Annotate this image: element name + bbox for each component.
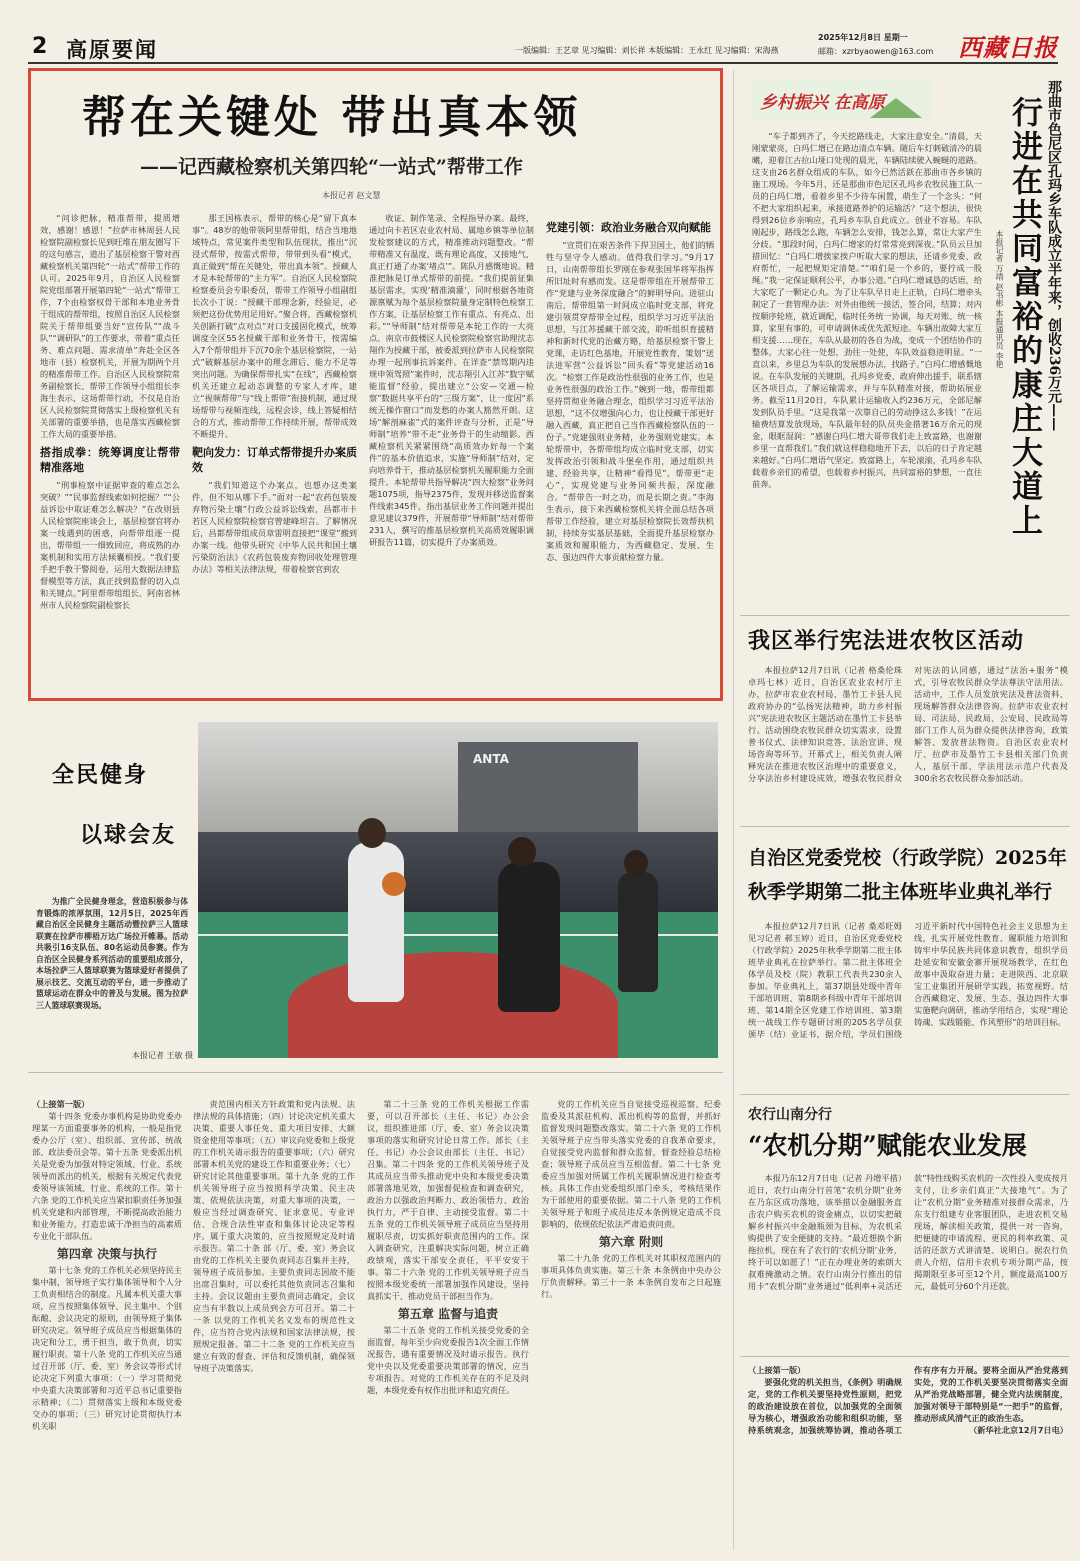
nongji-body-para: 本报乃东12月7日电（记者 丹增平措）近日，农行山南分行首笔“农机分期”业务在乃东区成功落地，该举措以金融服务直击农户购买农机的资金痛点，以切实把破解乡村振兴中金融瓶颈为目标，为农机采购提供了安全便捷的支持。“最近想换个新拖拉机，现在有了农行的‘农机分期’业务，终于可以如愿了！”正在办理业务的索朗大叔难掩激动之情。农行山南分行推出的信用卡“农机分期”业务通过“低利率+灵活还款”特性线购买农机的一次性投入变成按月支付，让乡亲们真正“大接地气”。为了让“农机分期”业务精准对接群众需求，乃东支行组建专业客服团队，走进农机交易现场，解读相关政策，提供一对一咨询，把便捷的申请流程、更民的利率政策、灵活的还款方式讲清楚、说明白。据农行负责人介绍，信用卡农机专项分期产品，按揭期限至多可至12个月，额度最高100万元，最低可分60个月还款。 — [748, 1173, 1068, 1291]
main-article-col2 — [192, 212, 357, 692]
main-col2-para: 那王国栋表示，帮带的核心是“留下真本事”。48岁的他带领阿里帮带组，结合当地地域特点，常见案件类型和队伍现状，推出“沉浸式帮带，按需式帮带，带带到头看“模式，真正做到“帮在关键处，带出真本领”。授藏人才是本轮帮带的“主力军”。自治区人民检察院检察委员会专职委员，帮带工作领导小组副组长次小丁说：“授藏干部理念新，经验足，必须把这份优势用足用好。”聚合将，西藏检察机关创新打破“点对点”对口支援固化模式，统筹调度全区55名授藏干部和业务骨干，按需编入7个帮带组并下沉70余个基层检察院，一站式”破解基层办案中的理念滞后、能力不足等突出问题。为确保帮带扎实“在线”，西藏检察机关还建立起动态调整的专家人才库，建立“视频帮带”与“线上帮带”衔接机制，通过现场帮带与视频连线，远程会诊，线上答疑相结合的方式，推动帮带工作持续开展，帮带成效不断提升。 — [192, 213, 357, 439]
rule-right-2 — [740, 826, 1070, 827]
player-black-head — [508, 837, 536, 867]
xianfa-body — [748, 664, 1068, 810]
main-article-title: 帮在关键处 带出真本领 — [82, 92, 582, 143]
photo-heading-b: 以球会友 — [80, 822, 177, 848]
photo-caption — [36, 896, 188, 1044]
photo-sign-left: ANTA — [473, 752, 509, 766]
reg-chapter5: 第五章 监督与追责 — [397, 1307, 499, 1321]
main-article-subtitle: ——记西藏检察机关第四轮“一站式”帮带工作 — [140, 156, 523, 178]
reg-intro-tag: （上接第一版） — [32, 1099, 90, 1109]
main-article-col4 — [546, 212, 714, 692]
main-col2-subhead: 靶向发力：订单式帮带提升办案质效 — [192, 446, 357, 474]
reg-col2 — [193, 1098, 355, 1553]
player-black-jersey-2 — [618, 872, 658, 992]
photo-credit: 本报记者 王敏 摄 — [131, 1051, 193, 1060]
section-title: 高原要闻 — [66, 37, 158, 62]
nongji-body — [748, 1172, 1068, 1347]
dangxiao-title-line2: 秋季学期第二批主体班毕业典礼举行 — [748, 881, 1053, 903]
reg-col1-para-b: 第十七条 党的工作机关必须坚持民主集中制，领导班子实行集体领导和个人分工负责相结合的制度。凡属本机关重大事项，应当按照集体领导、民主集中、个别酝酿、会议决定的原则，由领导班子集体研究决定。领导班子成员应当根据集体的决定和分工，勇于担当，敢于负责，切实履行职责。第十八条 党的工作机关应当通过召开部（厅、委、室）务会议等形式讨论决定下列重大事项：（一）学习贯彻党中央重大决策部署和习近平总书记重要指示精神；（二）贯彻落实上级和本级党委交办的事项；（三）研究讨论贯彻执行本机关职 — [32, 1265, 182, 1431]
dangxiao-title-line1: 自治区党委党校（行政学院）2025年 — [748, 847, 1067, 869]
photo-court-red — [288, 952, 618, 1058]
photo-caption-para: 为推广全民健身理念，营造积极参与体育锻炼的浓厚氛围，12月5日，2025年西藏自治区全民健身主题活动暨拉萨三人篮球联赛在拉萨市柳梧万达广场拉开帷幕。活动共吸引16支队伍、80名运动员参赛。作为自治区全民健身系列活动的重要组成部分，本场拉萨三人篮球联赛为篮球爱好者提供了展示技艺、交流互动的平台，进一步推动了篮球运动在群众中的普及与发展。图为拉萨三人篮球联赛现场。 — [36, 897, 188, 1010]
reg-col3 — [367, 1098, 529, 1553]
nongji-kicker: 农行山南分行 — [748, 1107, 832, 1123]
jiedu-tag: （上接第一版） — [748, 1365, 806, 1375]
reg-col4-para-b: 第二十九条 党的工作机关对其职权范围内的事项具体负责实施。第三十条 本条例由中央办公厅负责解释。第三十一条 本条例自发布之日起施行。 — [541, 1253, 721, 1299]
jiedu-para: 要强化党的机关担当，《条例》明确规定，党的工作机关要坚持党性原则，把党的政治建设放在首位，以加强党的全面领导为核心，增强政治功能和组织功能，坚持系统观念，加强统筹协调，推动各项工作有序有力开展。要将全面从严治党落到实处，党的工作机关要坚决贯彻落实全面从严治党战略部署，健全党内法规制度，加强对领导干部特别是“一把手”的监督，推动形成风清气正的政治生态。 — [748, 1365, 1068, 1435]
player-black-head-2 — [624, 850, 648, 876]
photo-side-panel — [28, 718, 193, 1063]
main-col3-para: 收证、制作笔录、全程指导办案。最终，通过向卡若区农业农村局、属地乡镇等单位制发检察建议的方式，精准推动问题整改。“帮带精准又有温度，既有理论高度，又接地气，真正打通了办案‘堵点’”。陈队月感慨地说。精准把脉是订单式帮带的前提。“我们提前征集基层需求，实现‘精准滴灌’，同时根据各地资源禀赋为每个基层检察院量身定制特色检察工作方案，让基层检察工作有重点、有亮点、出彩。”“导师制”结对帮带是本轮工作的一大亮点。南京市鼓楼区人民检察院检察官助理沈志翔作为授藏干部，被委派到拉萨市人民检察院办理一起刑事抗诉案件。在详查“禁驾期内违规申领驾照”案件时，沈志翔引入江苏“数字赋能监督”经验，提出建立“公安—交通—检察”数据共享平台的“三级方案”，让一度因“系统无操作窗口”而发愁的办案人豁然开朗。这场“解剖麻雀”式的案件评查与分析，正是“导师制”培养“带不走”业务骨干的生动缩影。西藏检察机关紧紧围绕“高质效办好每一个案件”的基本价值追求，实施“导师制”结对，定向培养骨干，推动基层检察机关履职能力全面提升。本轮帮带共指导解决“四大检察”业务问题1075项，指导2375件，发现并移送监督案件线索345件，指出基层业务工作问题并提出意见建议379件，开展帮带“导师制”结对帮带231人，撰写的推基层检察机关高质效履职调研报告11篇，切实提升了办案质效。 — [369, 213, 534, 547]
reg-col3-para-b: 第二十五条 党的工作机关接受党委的全面监督，每年至少向党委报告1次全面工作情况报告，遇有重要情况及时请示报告。执行党中央以及党委重要决策部署的情况，应当专项报告。对党的工作机关存在的不足及问题，本级党委有权作出批评和追究责任。 — [367, 1325, 529, 1395]
rural-vertical-title: 行进在共同富裕的康庄大道上 — [1006, 96, 1042, 538]
email-line: 邮箱：xzrbyaowen@163.com — [818, 47, 934, 56]
rural-body — [752, 130, 982, 615]
rule-right-3 — [740, 1094, 1070, 1095]
jiedu-body — [748, 1364, 1068, 1544]
reg-col3-para: 第二十三条 党的工作机关根据工作需要，可以召开部长（主任、书记）办公会议，组织推进部（厅、委、室）务会议决策事项的落实和研究讨论日常工作。部长（主任、书记）办公会议由部长（主任、书记）召集。第二十四条 党的工作机关领导班子及其成员应当带头推动党中央和本级党委决策部署落地见效，加强督促检查和调查研究，政治力以强政治判断力、政治领悟力、政治执行力，严于自律、主动接受监督。第二十五条 党的工作机关领导班子成员应当坚持用履职尽责，切实抓好职责范围内的工作。深入调查研究，注重解决实际问题，树立正确政绩观，落实干部安全责任，平平安安干事。第二十六条 党的工作机关领导班子应当按照本级党委统一部署加强作风建设，坚持真抓实干、推动党员干部担当作为。 — [367, 1099, 529, 1301]
basketball-icon — [382, 872, 406, 896]
nongji-title: “农机分期”赋能农业发展 — [748, 1131, 1027, 1160]
main-col4-subhead: 党建引领：政治业务融合双向赋能 — [546, 221, 711, 234]
basketball-photo — [198, 722, 718, 1058]
rural-vertical-intro: 那曲市色尼区孔玛乡车队成立半年来，创收236万元—— — [1046, 80, 1062, 432]
xianfa-body-para: 本报拉萨12月7日讯（记者 格桑伦珠 卓玛七林）近日，自治区农业农村厅主办，拉萨市农业农村局、墨竹工卡县人民政府协办的“弘扬宪法精神，助力乡村振兴”宪法进农牧区主题活动在墨竹工卡县举行。活动围绕农牧民群众切实需求，设置普书仪式、法律知识竞答、法治宣讲、现场咨询等环节。开幕式上，相关负责人阐释宪法在推进农牧区治理中的重要意义，分享法治乡村建设成效，增强农牧民群众对宪法的认同感，通过“法治+服务”模式，引导农牧民群众学法尊法守法用法。活动中，工作人员发放宪法及普法资料、现场解答群众法律咨询。拉萨市农业农村局、司法局、民政局、公安局、民政局等部门工作人员为群众提供法律咨询，政策解答、发放普法物资。自治区农业农村厅、拉萨市及墨竹工卡县相关部门负责人，基层干部、学法用法示范户代表及300余名农牧民群众参加活动。 — [748, 665, 1068, 783]
main-article-col1 — [40, 212, 180, 692]
player-white-head — [358, 818, 386, 848]
divider-center — [733, 70, 734, 1550]
header-rule — [28, 62, 1058, 64]
main-article-col3 — [369, 212, 534, 692]
main-col1-para: “问诊把脉，精准帮带，提质增效，感谢！感恩！”拉萨市林周县人民检察院副检察长见到旺堆在朋友圈写下的这句感言，道出了基层检察干警对西藏检察机关第四轮“一站式”帮带工作的认可。2025年9月，自治区人民检察院党组部署开展第四轮“一站式”帮带工作，7个由检察权骨干部和本地业务骨干组成的帮带组，按照自治区人民检察院关于帮带组要当好“宣传队”“战斗队”“调研队”的工作要求，带着“重点任务、难点问题、需求清单”奔赴全区各地市（县）检察机关，开展为期两个月的精准帮带工作。自治区人民检察院常务副检察长、帮带工作领导小组组长李海生表示，这场帮带行动，不仅是自治区人民检察院贯彻落实上级检察机关有关部署的重要举措，也是落实西藏检察工作大局的重要举措。 — [40, 213, 180, 439]
reg-col4-para: 党的工作机关应当自觉接受巡视巡察、纪委监委及其派驻机构、派出机构等的监督，并抓好监督发现问题整改落实。第二十六条 党的工作机关领导班子应当带头落实党委的自我革命要求，自觉接受党内监督和群众监督，督查经验总结检查；领导班子成员应当互相监督。第二十七条 党委应当加强对所属工作机关履职情况进行检查考核。具体工作由党委组织部门牵头，考核结果作为干部使用的重要依据。第二十八条 党的工作机关领导班子和班子成员违反本条例规定造成不良影响的，依规依纪依法严肃追责问责。 — [541, 1099, 721, 1229]
reg-col4 — [541, 1098, 721, 1553]
jiedu-end: （新华社北京12月7日电） — [969, 1425, 1068, 1435]
editors-line: 一版编辑：王艺章 见习编辑：刘长祥 本版编辑：王永红 见习编辑：宋海燕 — [515, 46, 779, 55]
rule-right-1 — [740, 615, 1070, 616]
masthead-logo: 西藏日报 — [958, 33, 1058, 62]
reg-chapter4: 第四章 决策与执行 — [56, 1247, 158, 1261]
xianfa-title: 我区举行宪法进农牧区活动 — [748, 628, 1025, 654]
rural-banner — [752, 78, 932, 122]
reg-col1-para: 第十四条 党委办事机构是协助党委办理某一方面重要事务的机构，一般是指党委办公厅（室）、组织部、宣传部、统战部、政法委员会等。第十五条 党委派出机关是党委为加强对特定领域、行业、系统领导而派出的机关，根据有关规定代表党委领导该领域、行业、系统的工作。第十六条 党的工作机关应当紧扣职责任务加强机关党建和内部管理，不断提高政治能力和业务能力，打造忠诚干净担当的高素质专业化干部队伍。 — [32, 1111, 182, 1241]
page-header — [0, 0, 1080, 68]
mountain-icon — [870, 98, 922, 118]
main-article-byline: 本报记者 赵文慧 — [322, 191, 381, 200]
main-col2-para-b: “我们知道这个办案点，也想办这类案件，但不知从哪下手。”面对一起“农药包装废弃物污染土壤”行政公益诉讼线索，昌都市卡若区人民检察院检察官曾建峰坦言。了解情况后，昌都帮带组成员章雷明直接把“课堂”搬到办案一线。他带头研究《中华人民共和国土壤污染防治法》《农药包装废弃物回收处理管理办法》等相关法律法规，带着检察官到农 — [192, 480, 357, 574]
rural-reporters: 本报记者 万靖 赵书彬 本报通讯员 李艳 — [995, 230, 1004, 369]
rural-banner-label: 乡村振兴 在高原 — [760, 93, 885, 113]
reg-chapter6: 第六章 附则 — [598, 1235, 664, 1249]
main-col4-para: “宣贯们在艰苦条件下捍卫国土，他们的牺牲与坚守令人感动。值得我们学习。”9月17日，山南帮带组长罗刚在参观张国华将军指挥所旧址时有感而发。这是帮带组在开展帮带工作“党建与业务深度融合”的鲜明导向。进驻山南后，帮带组第一时间成立临时党支部，将党建引领贯穿帮带全过程，组织学习习近平法治思想，与江苏援藏干部交流，聆听组织育援精神和新时代党的治藏方略，给基层检察干警上党课，走访红色基地，开展党性教育，策划“送法进军营”公益诉讼”回头看”等党建活动16次。“检察工作是政治性很强的业务工作，也是业务性很强的政治工作。”婉到一地，帮带组都坚持贯彻业务融合理念，组织学习习近平法治思想，“这不仅增强向心力，也让授藏干部更好融入西藏，真正把自己当作西藏检察队伍的一份子。”党建强则业务精，业务强则党建实。本轮帮带中，各帮带组均成立临时党支部，切实发挥政治引领和战斗堡垒作用，通过组织共建、经验共享，让精神“看得见”，帮带更“走心”，实现党建与业务同频共振，深度融合。“帮带告一时之功，而是长期之责。”李海生表示，接下来西藏检察机关将全面总结各项帮带工作经验，建立对基层检察院长效帮扶机制，持续夯实基层基础，全面提升基层检察办案质效和履职能力，为西藏稳定、发展、生态、强边四件大事贡献检察力量。 — [546, 240, 714, 562]
dangxiao-body — [748, 920, 1068, 1082]
player-black-jersey — [498, 862, 560, 1012]
issue-date: 2025年12月8日 星期一 — [818, 33, 908, 42]
rule-bottom-top — [28, 1072, 723, 1073]
main-col1-para-b: “刑事检察中证据审查的难点怎么突破？”“民事监督线索如何挖掘？”“公益诉讼中取证难怎么解决？”在改则县人民检察院座谈会上，基层检察官将办案一线遇到的困惑，向帮带组逐一提出，帮带组一一细致回应，将成熟的办案机制和实用方法倾囊相授。“我们要手把手教干警阅卷，运用大数据法律监督模型等方法，真正找到监督的切入点和关键点。”阿里帮带组组长、阿南省林州市人民检察院副检察长 — [40, 480, 180, 610]
player-white-jersey — [348, 842, 404, 1002]
photo-heading-a: 全民健身 — [52, 762, 149, 788]
reg-col1 — [32, 1098, 182, 1553]
dangxiao-body-para: 本报拉萨12月7日讯（记者 桑邓旺姆 见习记者 郝玉婷）近日，自治区党委党校（行政学院）2025年秋季学期第二批主体班毕业典礼在拉萨举行。第二批主体班全体学员及校（院）教职工代表共230余人参加。毕业典礼上，第37期县处级中青年干部培训班、第8期乡科级中青年干部培训班、第14期全区党建工作培训班、第3期统一战线工作专题研讨班的205名学员获颁毕（结）业证书，据介绍，学员们围绕习近平新时代中国特色社会主义思想为主线，扎实开展党性教育、履职能力培训和铸牢中华民族共同体意识教育，组织学员赴延安和安徽金寨开展现场教学，在红色故事中汲取奋进力量；走进陕西、北京联宝工业集团开展研学实践，拓宽视野。结合西藏稳定、发展、生态、强边四件大事实施靶向调研，推动学用结合，实现“理论铸魂、实践锻能、作风塑形”的培训目标。 — [748, 921, 1068, 1039]
main-col1-subhead: 搭指成拳：统筹调度让帮带精准落地 — [40, 446, 180, 474]
rule-right-4 — [740, 1356, 1070, 1357]
reg-col2-para: 责范围内相关方针政策和党内法规、法律法规的具体措施；（四）讨论决定机关重大决策、重要人事任免、重大项目安排、大额资金使用等事项；（五）审议向党委和上级党的工作机关请示报告的重要事项；（六）研究部署本机关党的建设工作和重要业务；（七）研究讨论其他重要事项。第十九条 党的工作机关领导班子应当按照科学决策、民主决策、依规依法决策，对重大事项的决策，一般应当经过调查研究、征求意见、专业评估、合规合法性审查和集体讨论决定等程序。属于重大决策的，应当按照规定及时请示报告。第二十条 部（厅、委、室）务会议由党的工作机关主要负责同志召集并主持，领导班子成员参加。主要负责同志因故不能出席召集时，可以委托其他负责同志召集和主持。会议议题由主要负责同志确定，会议应当有半数以上成员到会方可召开。第二十一条 以党的工作机关名义发布的规范性文件，应当符合党内法规和国家法律法规，按照规定报备。第二十二条 党的工作机关应当建立有效的督查、评估和反馈机制，确保领导班子决策落实。 — [193, 1099, 355, 1373]
page-number: 2 — [32, 34, 48, 59]
rural-body-para: “车子都到齐了，今天挖路线走，大家注意安全。”清晨，天刚蒙蒙亮，白玛仁增已在路边清点车辆。随后车灯刺破清冷的晨曦，迎着江古拉山垭口处现的晨光，车辆陆续驶入蜿蜒的道路。这支由26名群众组成的车队，如今已然活跃在那曲市各乡镇的施工现场。今年5月，还是那曲市色尼区孔玛乡农牧民施工队一员的白玛仁增，看着乡里不少待车闲置，萌生了一个念头：“何不把大家组织起来，承接道路养护的运输活？”这个想法，很快得到26位乡亲响应，孔玛乡车队自此成立。创业不容易。车队刚起步，路线怎么跑，车辆怎么安排，钱怎么算，常让大家产生分歧。“那段时间，白玛仁增家的灯常常亮到深夜。”队员云旦加措回忆：“白玛仁增挨家挨户听取大家的想法，还请乡党委、政府帮忙，一起把规矩定清楚。”“咱们是一个乡的，要拧成一股绳。”我一定保证顺利公平，办事公道。”白玛仁增诚恳的话语，给大家吃了一颗定心丸。为了让车队早日走上正轨，白玛仁增牵头制定了一套管理办法：对外由他统一接活，签合同，结算；对内按顺序轮班，就近调配，临时任务统一协调，每天对账、统一核算，家里有事的，可申请调休或优先派短途。车辆出故障大家互相支援……现在，车队从最初的各自为战，变成一个团结协作的整体，大家心往一处想，劲往一处使，车队效益稳进明显。“一直以来，乡里总为车队的发展想办法，找路子。”白玛仁增感慨地说。在车队发展的关键期，孔玛乡党委、政府伸出援手，联系辖区各项目点，了解运输需求，并与车队精准对接，帮助拓展业务。截至11月20日，车队累计运输收入约236万元，全部尼解发到队员手里。“这是我第一次靠自己的劳动挣这么多钱！”在运输费结算发放现场，车队最年轻的队员央金措著16万余元的现金，眼眶湿润：“感谢白玛仁增大哥带我们走上致富路，也谢谢乡里一直帮我们。”我们就这样稳稳地开下去，以后的日子肯定越来越好。”白玛仁增语气坚定。致富路上，车轮滚滚，孔玛乡车队载着乡亲们的希望，也载着乡村振兴，共同富裕的梦想，一直往前奔。 — [752, 131, 982, 489]
